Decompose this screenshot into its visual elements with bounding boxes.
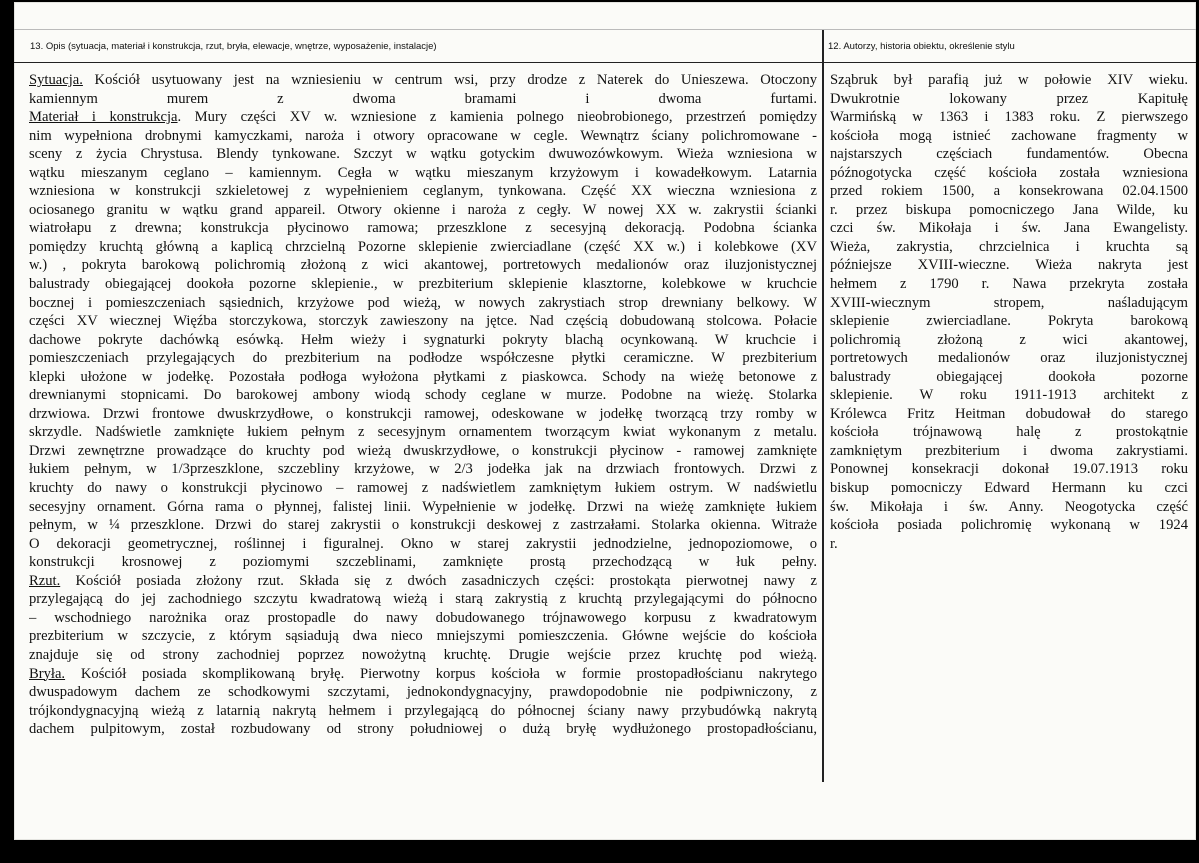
- line-text: Kościół posiada skomplikowaną bryłę. Pierwotny korpus kościoła w formie prostopadłościanu nakrytego: [65, 665, 817, 682]
- history-line: sklepienie zwierciadlane. Pokryta barokową: [830, 313, 1188, 330]
- description-line: [29, 609, 817, 628]
- description-line: [29, 294, 817, 313]
- header-divider: [14, 62, 1196, 63]
- history-line: Sząbruk był parafią już w połowie XIV wieku.: [830, 72, 1188, 88]
- line-text: skrzydle. Nadświetle zamknięte łukiem pełnym z secesyjnym ornamentem tworzącym kwiat wykonanym z metalu.: [29, 424, 817, 441]
- description-line: [29, 460, 817, 479]
- description-line: [29, 331, 817, 350]
- history-line: czci św. Mikołaja i św. Jana Ewangelisty.: [830, 220, 1188, 237]
- history-line: kościoła posiada polichromię wykonaną w 1924: [830, 517, 1188, 534]
- section-heading: Rzut.: [29, 572, 61, 589]
- line-text: dachem pulpitowym, został rozbudowany od strony południowej o dużą bryłę wydłużonego prostopadłościanu,: [29, 721, 817, 738]
- section-heading: Sytuacja.: [29, 72, 83, 88]
- line-text: – wschodniego narożnika oraz prostopadle do nawy dobudowanego trójnawowego korpusu z kwadratowym: [29, 609, 817, 626]
- description-line: [29, 108, 817, 127]
- line-text: wzniesiona w konstrukcji szkieletowej z wypełnieniem ceglanym, tynkowana. Część XX wieczna wzniesiona z: [29, 183, 817, 200]
- line-text: konstrukcji krosnowej z poziomymi szczeblinami, zamknięte prostą przechodzącą w łuk pełny.: [29, 554, 817, 571]
- description-line: [29, 665, 817, 684]
- line-text: O dekoracji geometrycznej, roślinnej i figuralnej. Okno w starej zakrystii jednodzielne, jednopoziomowe, o: [29, 535, 817, 552]
- line-text: sceny z życia Chrystusa. Blendy tynkowane. Szczyt w wątku gotyckim dwuwozówkowym. Wieża wzniesiona w: [29, 146, 817, 163]
- line-text: kamiennym murem z dwoma bramami i dwoma furtami.: [29, 90, 817, 107]
- description-line: [29, 256, 817, 275]
- history-line: polichromią złożoną z wici akantowej,: [830, 331, 1188, 348]
- description-column: [29, 71, 817, 739]
- description-line: [29, 535, 817, 554]
- history-line: Wieża, zakrystia, chrzcielnica i kruchta są: [830, 238, 1188, 255]
- line-text: łukiem pełnym, w 1/3przeszklone, szczebliny krzyżowe, w 2/3 jodełka jak na drzwiach frontowych. Drzwi z: [29, 461, 817, 478]
- description-line: [29, 182, 817, 201]
- document-page: [14, 2, 1196, 840]
- history-line: kościoła trójnawową halę z prostokątnie: [830, 424, 1188, 441]
- line-text: w.) , pokryta barokową polichromią złożoną z wici akantowej, portretowych medalionów oraz iluzjonistycznej: [29, 257, 817, 274]
- description-line: [29, 516, 817, 535]
- line-text: balustrady obiegającej dookoła pozorne sklepienie., w prezbiterium sklepienie klasztorne, kolebkowe w kruchcie: [29, 276, 817, 293]
- line-text: znajduje się od strony zachodniej poprzez nowożytną kruchtę. Drugie wejście przez kruchtę pod wieżą.: [29, 646, 817, 663]
- history-line: przed rokiem 1500, a konsekrowana 02.04.1500: [830, 183, 1188, 200]
- line-text: drzwiowa. Drzwi frontowe dwuskrzydłowe, o konstrukcji ramowej, odeskowane w jodełkę tworzącą trzy romby w: [29, 405, 817, 422]
- line-text: pełnym, w ¼ przeszklone. Drzwi do starej zakrystii o konstrukcji deskowej z zastrzałami. Stolarka okienna. Witraże: [29, 517, 817, 534]
- description-line: [29, 702, 817, 721]
- history-line: Dwukrotnie lokowany przez Kapitułę: [830, 90, 1188, 107]
- column-divider: [822, 30, 824, 782]
- description-line: [29, 683, 817, 702]
- section-12-header: 12. Autorzy, historia obiektu, określenie stylu: [828, 41, 1015, 52]
- history-line: biskup pomocniczy Edward Hermann ku czci: [830, 480, 1188, 497]
- description-line: [29, 127, 817, 146]
- description-line: [29, 405, 817, 424]
- top-rule: [14, 29, 1196, 30]
- description-line: [29, 498, 817, 517]
- history-line: r. przez biskupa pomocniczego Jana Wilde, ku: [830, 201, 1188, 218]
- description-line: [29, 590, 817, 609]
- description-line: [29, 164, 817, 183]
- line-text: secesyjny ornament. Górna rama o płynnej, falistej linii. Wypełnienie w jodełkę. Drzwi na wieżę zamknięte łukiem: [29, 498, 817, 515]
- description-line: [29, 90, 817, 109]
- description-line: [29, 219, 817, 238]
- line-text: klepki ułożone w jodełkę. Pozostała podłoga wyłożona płytkami z piaskowca. Schody na wieżę betonowe z: [29, 368, 817, 385]
- line-text: nim wypełniona drobnymi kamyczkami, naroża i otwory opracowane w cegle. Wewnątrz ściany polichromowane -: [29, 127, 817, 144]
- description-line: [29, 646, 817, 665]
- line-text: dachowe pokryte dachówką esówką. Hełm wieży i sygnaturki pokryty blachą ocynkowaną. W kruchcie i: [29, 331, 817, 348]
- description-line: [29, 572, 817, 591]
- history-line: kościoła mogą istnieć zachowane fragmenty w: [830, 127, 1188, 144]
- history-line: XVIII-wiecznym stropem, naśladującym: [830, 294, 1188, 311]
- history-line: Warmińską w 1363 i 1383 roku. Z pierwszego: [830, 109, 1188, 126]
- description-line: [29, 312, 817, 331]
- line-text: Drzwi zewnętrzne prowadzące do kruchty pod wieżą dwuskrzydłowe, o konstrukcji płycinow - ramowej zamknięte: [29, 442, 817, 459]
- line-text: . Mury części XV w. wzniesione z kamienia polnego nieobrobionego, przestrzeń pomiędzy: [177, 109, 817, 126]
- history-column: [830, 71, 1188, 553]
- line-text: ociosanego granitu w wątku grand appareil. Otwory okienne i naroża z cegły. W nowej XX w. zakrystii ścianki: [29, 201, 817, 218]
- line-text: Kościół posiada złożony rzut. Składa się z dwóch zasadniczych części: prostokąta pierwotnej nawy z: [60, 572, 817, 589]
- description-line: [29, 238, 817, 257]
- description-line: [29, 145, 817, 164]
- description-line: [29, 720, 817, 739]
- description-line: [29, 553, 817, 572]
- line-text: bocznej i pomieszczeniach sąsiednich, krzyżowe pod wieżą, w nowych zakrystiach strop drewniany belkowy. W: [29, 294, 817, 311]
- line-text: kruchty do nawy o konstrukcji płycinowo – ramowej z nadświetlem zamkniętym łukiem ostrym. W nadświetlu: [29, 480, 817, 497]
- history-line: św. Mikołaja i św. Anny. Neogotycka część: [830, 498, 1188, 515]
- description-line: [29, 479, 817, 498]
- description-line: [29, 386, 817, 405]
- description-line: [29, 442, 817, 461]
- line-text: przylegającą do jej zachodniego szczytu kwadratową wieżą i starą zakrystią z kruchtą przylegającymi do północno: [29, 591, 817, 608]
- description-line: [29, 275, 817, 294]
- section-heading: Bryła.: [29, 665, 66, 682]
- line-text: trójkondygnacyjną wieżą z latarnią nakrytą hełmem i przylegającą do północnej ściany nawy przybudówką nakrytą: [29, 702, 817, 719]
- description-line: [29, 201, 817, 220]
- line-text: części XV wiecznej Więźba storczykowa, storczyk zawieszony na jętce. Nad częścią dobudowaną stolcowa. Połacie: [29, 313, 817, 330]
- line-text: pomiędzy kruchtą główną a kaplicą chrzcielną Pozorne sklepienie zwierciadlane (część XX w.) i kolebkowe (XV: [29, 238, 817, 255]
- line-text: drewnianymi stopnicami. Do barokowej ambony wiodą schody ceglane w murze. Podobne na wieżę. Stolarka: [29, 387, 817, 404]
- history-line: balustrady obiegającej dookoła pozorne: [830, 368, 1188, 385]
- history-line: zamkniętym prezbiterium i dwoma zakrystiami.: [830, 442, 1188, 459]
- history-line: Królewca Fritz Heitman dobudował do starego: [830, 405, 1188, 422]
- line-text: prezbiterium w szczycie, z którym sąsiadują dwa nieco mniejszymi pomieszczenia. Główne wejście do kościoła: [29, 628, 817, 645]
- description-line: [29, 368, 817, 387]
- history-line: sklepienie. W roku 1911-1913 architekt z: [830, 387, 1188, 404]
- description-line: [29, 627, 817, 646]
- line-text: dwuspadowym dachem ze schodkowymi szczytami, jednokondygnacyjny, prawdopodobnie nie podpiwniczony, z: [29, 684, 817, 701]
- line-text: pomieszczeniach przylegających do prezbiterium na podłodze współczesne płytki ceramiczne. W prezbiterium: [29, 350, 817, 367]
- history-line: późnogotycka część kościoła została wzniesiona: [830, 164, 1188, 181]
- line-text: wiatrołapu z drewna; konstrukcja płycinowo ramowa; przeszklone z secesyjną dekoracją. Podobna ścianka: [29, 220, 817, 237]
- history-line: r.: [830, 535, 838, 552]
- description-line: [29, 71, 817, 90]
- history-line: najstarszych częściach fundamentów. Obecna: [830, 146, 1188, 163]
- description-line: [29, 423, 817, 442]
- history-line: hełmem z 1790 r. Nawa przekryta została: [830, 276, 1188, 293]
- description-line: [29, 349, 817, 368]
- line-text: wątku mieszanym ceglano – kamiennym. Cegła w wątku mieszanym krzyżowym i kowadełkowym. Latarnia: [29, 164, 817, 181]
- history-line: Ponownej konsekracji dokonał 19.07.1913 roku: [830, 461, 1188, 478]
- section-13-header: 13. Opis (sytuacja, materiał i konstrukcja, rzut, bryła, elewacje, wnętrze, wyposażenie, instalacje): [30, 41, 437, 52]
- section-heading: Materiał i konstrukcja: [29, 109, 178, 126]
- line-text: Kościół usytuowany jest na wzniesieniu w centrum wsi, przy drodze z Naterek do Unieszewa. Otoczony: [82, 72, 817, 88]
- history-line: portretowych medalionów oraz iluzjonistycznej: [830, 350, 1188, 367]
- history-line: późniejsze XVIII-wieczne. Wieża nakryta jest: [830, 257, 1188, 274]
